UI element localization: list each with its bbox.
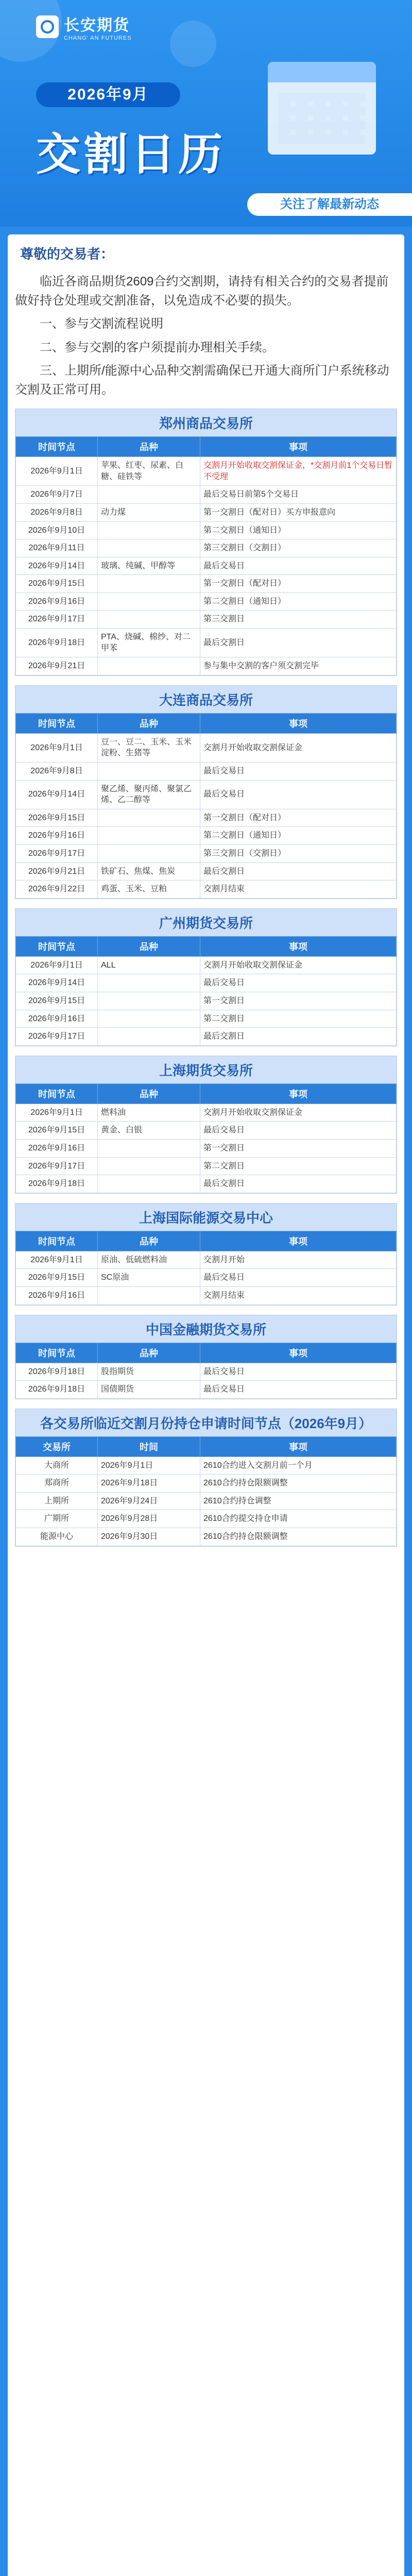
column-header: 时间 [98,1436,200,1456]
section-title: 郑州商品交易所 [15,409,397,436]
table-row [16,845,397,863]
section-title: 各交易所临近交割月份持仓申请时间节点（2026年9月） [15,1409,397,1436]
table-cell: 2026年9月8日 [16,762,98,781]
table-row [16,1269,397,1287]
table-cell: ALL [98,956,200,974]
column-header: 时间节点 [16,1343,98,1363]
table-cell: 2610合约持仓限额调整 [200,1528,397,1546]
table-row [16,575,397,593]
table-cell: 第一交割日 [200,992,397,1010]
table-cell: 交割月开始 [200,1251,397,1269]
table-row [16,1475,397,1493]
table-cell [98,1175,200,1193]
table-cell: 交割月结束 [200,880,397,899]
table-cell: 郑商所 [16,1475,98,1493]
table-cell [98,827,200,845]
table-cell: 最后交割日 [200,1175,397,1193]
table-cell [98,486,200,504]
table-row [16,629,397,657]
table-cell: 2610合约进入交割月前一个月 [200,1456,397,1475]
column-header: 品种 [98,936,200,956]
table-cell: 上期所 [16,1492,98,1510]
table-cell: 第一交割日（配对日） [200,809,397,827]
table-cell [98,1010,200,1028]
table-cell: 2026年9月28日 [98,1510,200,1528]
column-header: 交易所 [16,1436,98,1456]
intro-paragraph: 二、参与交割的客户须提前办理相关手续。 [40,340,274,354]
table-cell [98,611,200,629]
table-cell: 参与集中交割的客户须交割完毕 [200,657,397,675]
table-cell: 能源中心 [16,1528,98,1546]
table-cell [98,762,200,781]
table-cell: 交割月开始收取交割保证金 [200,733,397,762]
table-cell: 2026年9月8日 [16,503,98,521]
table-row [16,592,397,611]
column-header: 事项 [200,1343,397,1363]
section-title: 上海期货交易所 [15,1056,397,1083]
table-cell: 广期所 [16,1510,98,1528]
table-cell: 2026年9月24日 [98,1492,200,1510]
table-cell: 2026年9月18日 [16,1175,98,1193]
table-cell: 2026年9月16日 [16,1139,98,1157]
table-cell [98,1139,200,1157]
table-row [16,733,397,762]
table-cell: 第二交割日 [200,1010,397,1028]
table-cell: 鸡蛋、玉米、豆粕 [98,880,200,899]
table-cell: 2026年9月14日 [16,557,98,575]
table-cell: 交割月开始收取交割保证金 [200,1104,397,1122]
table-cell: 2026年9月18日 [98,1475,200,1493]
exchange-section [15,409,397,676]
intro-paragraph: 一、参与交割流程说明 [40,317,163,331]
table-row [16,1122,397,1140]
table-cell: 2026年9月15日 [16,575,98,593]
table-cell: 2026年9月17日 [16,845,98,863]
table-cell [98,1028,200,1046]
table-row [16,657,397,675]
table-cell [98,845,200,863]
table-cell: 铁矿石、焦煤、焦炭 [98,862,200,880]
column-header: 时间节点 [16,936,98,956]
table-cell: 2026年9月1日 [16,1104,98,1122]
table-row [16,557,397,575]
table-row [16,1139,397,1157]
schedule-table [15,1436,397,1546]
table-row [16,521,397,539]
intro-text [15,272,397,399]
table-row [16,827,397,845]
table-cell: 2026年9月30日 [98,1528,200,1546]
table-row [16,503,397,521]
schedule-table [15,1083,397,1193]
calendar-illustration-icon [268,62,376,155]
table-cell: 2026年9月18日 [16,1363,98,1381]
table-cell: 2026年9月16日 [16,1010,98,1028]
table-cell: 第一交割日（配对日）买方申报意向 [200,503,397,521]
follow-button[interactable]: 关注了解最新动态 [247,193,412,216]
table-row [16,1381,397,1399]
table-row [16,486,397,504]
table-cell: PTA、烧碱、棉纱、对二甲苯 [98,629,200,657]
header-banner [0,0,412,227]
table-row [16,1456,397,1475]
table-row [16,457,397,486]
table-cell: 2026年9月16日 [16,827,98,845]
table-cell: 玻璃、纯碱、甲醇等 [98,557,200,575]
section-title: 大连商品交易所 [15,686,397,713]
table-row [16,1028,397,1046]
column-header: 事项 [200,1231,397,1251]
table-row [16,1010,397,1028]
table-row [16,780,397,809]
table-cell: 2026年9月17日 [16,1028,98,1046]
schedule-table [15,1343,397,1399]
column-header: 事项 [200,437,397,457]
column-header: 时间节点 [16,713,98,733]
table-cell: 2026年9月1日 [16,956,98,974]
table-cell: 第一交割日（配对日） [200,575,397,593]
table-cell: 2026年9月11日 [16,539,98,557]
table-cell: 2026年9月7日 [16,486,98,504]
table-cell: 2610合约持仓限额调整 [200,1475,397,1493]
section-title: 上海国际能源交易中心 [15,1204,397,1231]
column-header: 品种 [98,713,200,733]
brand-name-cn: 长安期货 [64,17,130,34]
table-row [16,862,397,880]
exchange-sections [15,409,397,1547]
table-row [16,974,397,992]
table-cell: 最后交易日 [200,780,397,809]
table-cell: 大商所 [16,1456,98,1475]
table-cell [98,575,200,593]
table-cell: 2026年9月14日 [16,974,98,992]
schedule-table [15,1231,397,1305]
table-cell: 豆一、豆二、玉米、玉米淀粉、生猪等 [98,733,200,762]
table-cell: 2610合约持仓调整 [200,1492,397,1510]
exchange-section [15,685,397,899]
column-header: 时间节点 [16,437,98,457]
table-cell: 2026年9月1日 [16,733,98,762]
table-row [16,762,397,781]
table-cell: 2026年9月10日 [16,521,98,539]
table-cell: 交割月开始收取交割保证金 [200,956,397,974]
brand-name-en: CHANG' AN FUTURES [64,35,132,41]
table-cell: 第三交割日 [200,611,397,629]
table-cell: 最后交易日前第5个交易日 [200,486,397,504]
table-cell: 第二交割日（通知日） [200,521,397,539]
column-header: 品种 [98,1343,200,1363]
table-cell: 第一交割日 [200,1139,397,1157]
table-cell [98,521,200,539]
table-cell: 最后交易日 [200,1269,397,1287]
table-cell: 2026年9月16日 [16,592,98,611]
table-cell: 最后交易日 [200,1122,397,1140]
table-row [16,1510,397,1528]
exchange-section [15,908,397,1046]
exchange-section [15,1409,397,1547]
exchange-section [15,1203,397,1306]
table-cell: 交割月开始收取交割保证金，*交割月前1个交易日暂不受理 [200,457,397,486]
table-cell: 2026年9月17日 [16,1157,98,1175]
table-row [16,1157,397,1175]
table-cell: 黄金、白银 [98,1122,200,1140]
table-cell: 2026年9月18日 [16,1381,98,1399]
table-cell: 2026年9月15日 [16,809,98,827]
intro-paragraph: 三、上期所/能源中心品种交割需确保已开通大商所门户系统移动交割及正常可用。 [15,363,389,397]
table-cell: 国债期货 [98,1381,200,1399]
table-row [16,539,397,557]
table-cell: 2026年9月15日 [16,1269,98,1287]
table-row [16,880,397,899]
table-row [16,992,397,1010]
table-cell: 最后交易日 [200,762,397,781]
table-cell: 第三交割日（交割日） [200,539,397,557]
table-cell: 股指期货 [98,1363,200,1381]
table-row [16,1175,397,1193]
brand-mark-icon [36,15,59,38]
table-cell: 原油、低硫燃料油 [98,1251,200,1269]
column-header: 时间节点 [16,1083,98,1104]
brand-logo [36,12,132,41]
table-cell: 2026年9月22日 [16,880,98,899]
table-cell [98,809,200,827]
table-cell: 最后交易日 [200,557,397,575]
table-cell: 2026年9月1日 [16,1251,98,1269]
table-cell: 最后交割日 [200,862,397,880]
table-row [16,611,397,629]
intro-paragraph: 临近各商品期货2609合约交割期，请持有相关合约的交易者提前做好持仓处理或交割准备，以免造成不必要的损失。 [15,275,389,308]
table-cell: 动力煤 [98,503,200,521]
table-cell: 最后交易日 [200,974,397,992]
brand-text [64,12,132,41]
table-cell: 2026年9月21日 [16,657,98,675]
table-cell: 最后交割日 [200,629,397,657]
table-cell: 交割月结束 [200,1286,397,1304]
table-cell: 第二交割日（通知日） [200,592,397,611]
table-row [16,1286,397,1304]
table-cell: 第二交割日（通知日） [200,827,397,845]
table-cell [98,1157,200,1175]
table-cell [98,657,200,675]
table-cell: 2026年9月16日 [16,1286,98,1304]
section-title: 中国金融期货交易所 [15,1315,397,1343]
exchange-section [15,1056,397,1194]
table-row [16,1363,397,1381]
exchange-section [15,1315,397,1399]
month-pill: 2026年9月 [36,82,180,107]
table-cell: 2026年9月17日 [16,611,98,629]
table-cell: 2026年9月18日 [16,629,98,657]
table-cell [98,539,200,557]
table-cell [98,1286,200,1304]
content-card [8,234,404,2576]
table-row [16,1104,397,1122]
table-cell: 2026年9月14日 [16,780,98,809]
table-cell: 2026年9月1日 [16,457,98,486]
table-cell: 2026年9月21日 [16,862,98,880]
table-cell: 燃料油 [98,1104,200,1122]
column-header: 事项 [200,1436,397,1456]
table-cell: 最后交易日 [200,1363,397,1381]
decor-circle-2 [170,21,216,67]
table-cell: 第三交割日（交割日） [200,845,397,863]
table-cell [98,992,200,1010]
schedule-table [15,436,397,675]
table-cell: 2026年9月15日 [16,992,98,1010]
column-header: 品种 [98,437,200,457]
table-cell: 苹果、红枣、尿素、白糖、硅铁等 [98,457,200,486]
table-row [16,956,397,974]
table-row [16,1528,397,1546]
page-title: 交割日历 [36,130,226,179]
table-row [16,809,397,827]
column-header: 品种 [98,1083,200,1104]
greeting: 尊敬的交易者： [20,246,114,262]
table-cell: 2610合约提交持仓申请 [200,1510,397,1528]
column-header: 品种 [98,1231,200,1251]
schedule-table [15,713,397,899]
table-cell: 最后交易日 [200,1381,397,1399]
column-header: 事项 [200,936,397,956]
column-header: 事项 [200,1083,397,1104]
schedule-table [15,936,397,1046]
table-cell: 2026年9月15日 [16,1122,98,1140]
table-cell: 聚乙烯、聚丙烯、聚氯乙烯、乙二醇等 [98,780,200,809]
table-cell: SC原油 [98,1269,200,1287]
table-cell [98,974,200,992]
column-header: 时间节点 [16,1231,98,1251]
table-cell: 最后交割日 [200,1028,397,1046]
column-header: 事项 [200,713,397,733]
table-cell: 2026年9月1日 [98,1456,200,1475]
table-cell [98,592,200,611]
table-cell: 第二交割日 [200,1157,397,1175]
section-title: 广州期货交易所 [15,909,397,936]
table-row [16,1251,397,1269]
table-row [16,1492,397,1510]
